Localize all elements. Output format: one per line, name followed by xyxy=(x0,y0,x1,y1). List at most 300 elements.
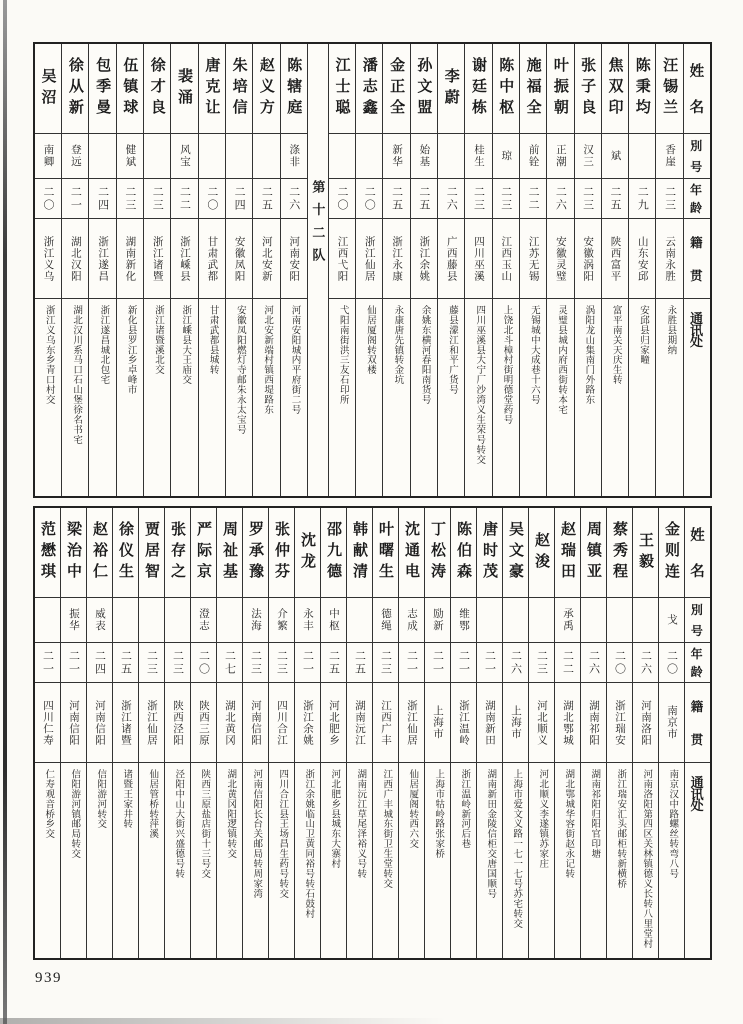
person-alias: 澄志 xyxy=(191,598,216,643)
header-native-label: 籍 贯 xyxy=(685,683,710,763)
person-alias: 振华 xyxy=(61,598,86,643)
person-addr: 江西广丰城东街卫生堂转交 xyxy=(381,769,392,889)
person-addr: 灵璧县城内府西街转本宅 xyxy=(556,305,567,415)
person-native: 云南永胜 xyxy=(656,219,682,299)
person-alias: 新华 xyxy=(383,134,409,179)
person-name: 汪锡兰 xyxy=(656,44,682,134)
person-name: 金则连 xyxy=(659,508,684,598)
person-name: 金正全 xyxy=(383,44,409,134)
person-entry xyxy=(88,44,115,496)
person-addr: 四川合江县王场昌生药号转交 xyxy=(277,769,288,899)
person-native: 浙江诸暨 xyxy=(144,219,170,299)
person-age: 二五 xyxy=(321,643,346,683)
person-entry xyxy=(143,44,170,496)
person-age: 二五 xyxy=(602,179,628,219)
person-name: 焦双印 xyxy=(602,44,628,134)
person-addr: 浙江余姚临山卫黄同裕号转石鼓村 xyxy=(303,769,314,919)
person-native: 陕西富平 xyxy=(602,219,628,299)
person-native: 上海市 xyxy=(425,683,450,763)
person-name: 陈辖庭 xyxy=(281,44,307,134)
person-alias: 维鄂 xyxy=(451,598,476,643)
header-alias-label: 別 号 xyxy=(684,134,710,179)
person-alias: 风宝 xyxy=(171,134,197,179)
person-addr: 浙江诸暨溪北交 xyxy=(152,305,163,375)
person-addr: 永胜县期纳 xyxy=(665,305,676,355)
person-name: 范懋琪 xyxy=(35,508,60,598)
header-name-label: 姓 名 xyxy=(685,508,710,598)
person-alias xyxy=(113,598,138,643)
person-name: 陈中枢 xyxy=(493,44,519,134)
person-addr: 安徽凤阳燃灯寺邮朱永太宝号 xyxy=(234,305,245,435)
person-alias xyxy=(529,598,554,643)
person-name: 徐仪生 xyxy=(113,508,138,598)
person-age: 二四 xyxy=(89,179,115,219)
header-addr-label: 通 讯 处 xyxy=(690,775,705,813)
person-addr: 信阳游河转交 xyxy=(95,769,106,829)
person-name: 蔡秀程 xyxy=(607,508,632,598)
person-native: 湖南新化 xyxy=(117,219,143,299)
person-age: 二六 xyxy=(633,643,658,683)
person-age: 二六 xyxy=(281,179,307,219)
person-entry xyxy=(268,508,294,958)
team-divider-label: 第十二队 xyxy=(307,44,328,496)
person-native: 江西广丰 xyxy=(373,683,398,763)
person-native: 浙江诸暨 xyxy=(113,683,138,763)
person-alias: 南卿 xyxy=(35,134,61,179)
person-entry xyxy=(450,508,476,958)
person-name: 沈龙 xyxy=(295,508,320,598)
person-native: 浙江义乌 xyxy=(35,219,61,299)
person-name: 周祉基 xyxy=(217,508,242,598)
header-addr-label: 通 讯 处 xyxy=(690,311,704,349)
header-name-label: 姓 名 xyxy=(684,44,710,134)
person-addr: 仙居厦阁转西六交 xyxy=(407,769,418,849)
person-name: 王毅 xyxy=(633,508,658,598)
person-addr: 涡阳龙山集南门外路东 xyxy=(583,305,594,405)
person-native: 陕西三原 xyxy=(191,683,216,763)
person-name: 张仲芬 xyxy=(269,508,294,598)
person-entry xyxy=(424,508,450,958)
person-entry xyxy=(464,44,491,496)
person-entry xyxy=(60,508,86,958)
person-entry xyxy=(116,44,143,496)
person-native: 江苏无锡 xyxy=(520,219,546,299)
person-age: 二六 xyxy=(581,643,606,683)
person-alias: 永丰 xyxy=(295,598,320,643)
person-entry xyxy=(398,508,424,958)
person-entry xyxy=(280,44,307,496)
person-alias: 介繁 xyxy=(269,598,294,643)
person-alias xyxy=(581,598,606,643)
person-native: 浙江仙居 xyxy=(356,219,382,299)
person-alias: 德绳 xyxy=(373,598,398,643)
person-alias: 中枢 xyxy=(321,598,346,643)
person-age: 二一 xyxy=(61,643,86,683)
person-addr: 河北安新端村镇西堤路东 xyxy=(262,305,273,415)
roster-table-bottom xyxy=(33,506,712,960)
person-native: 江西玉山 xyxy=(493,219,519,299)
person-entry xyxy=(320,508,346,958)
person-addr: 湖南沅江草尾泽裕义号转 xyxy=(355,769,366,879)
person-alias: 登远 xyxy=(62,134,88,179)
person-entry xyxy=(328,44,355,496)
person-age: 二三 xyxy=(373,643,398,683)
person-native: 河南信阳 xyxy=(243,683,268,763)
person-alias: 香崖 xyxy=(656,134,682,179)
person-native: 湖北鄂城 xyxy=(555,683,580,763)
person-age: 二三 xyxy=(144,179,170,219)
person-addr: 湖北鄂城华容街赵永记转 xyxy=(563,769,574,879)
person-entry xyxy=(242,508,268,958)
person-addr: 河北顺义李遂镇苏家庄 xyxy=(537,769,548,869)
person-alias: 涤非 xyxy=(281,134,307,179)
person-entry xyxy=(198,44,225,496)
person-native: 南京市 xyxy=(659,683,684,763)
person-alias: 汉三 xyxy=(575,134,601,179)
person-addr: 新化县罗江乡卓峰市 xyxy=(125,305,136,395)
person-entry xyxy=(554,508,580,958)
scan-bottom-shadow xyxy=(0,1018,446,1024)
person-name: 唐时茂 xyxy=(477,508,502,598)
person-age: 二三 xyxy=(493,179,519,219)
person-native: 广西藤县 xyxy=(438,219,464,299)
header-alias-label: 別 号 xyxy=(685,598,710,643)
person-name: 沈通电 xyxy=(399,508,424,598)
person-age: 二四 xyxy=(87,643,112,683)
person-entry xyxy=(546,44,573,496)
person-entry xyxy=(502,508,528,958)
person-name: 陈伯森 xyxy=(451,508,476,598)
person-age: 二五 xyxy=(113,643,138,683)
person-addr: 浙江瑞安汇头邮柜转新横桥 xyxy=(615,769,626,889)
person-entry xyxy=(492,44,519,496)
person-native: 山东安邱 xyxy=(629,219,655,299)
person-name: 丁松涛 xyxy=(425,508,450,598)
person-alias: 正潮 xyxy=(547,134,573,179)
person-entry xyxy=(528,508,554,958)
person-entry xyxy=(410,44,437,496)
person-name: 赵浚 xyxy=(529,508,554,598)
person-entry xyxy=(61,44,88,496)
person-entry xyxy=(437,44,464,496)
person-alias xyxy=(199,134,225,179)
row-headers xyxy=(683,44,710,496)
person-native: 湖南祁阳 xyxy=(581,683,606,763)
person-addr: 浙江义乌东乡青口村交 xyxy=(43,305,54,405)
person-addr: 仙居厦阁转双楼 xyxy=(365,305,376,375)
person-native: 湖北黄冈 xyxy=(217,683,242,763)
person-name: 贾居智 xyxy=(139,508,164,598)
person-native: 四川仁寿 xyxy=(35,683,60,763)
person-age: 二三 xyxy=(117,179,143,219)
person-entry xyxy=(294,508,320,958)
person-alias xyxy=(356,134,382,179)
person-age: 二〇 xyxy=(35,179,61,219)
person-name: 张存之 xyxy=(165,508,190,598)
person-addr: 泾阳中山大街兴盛德号转 xyxy=(173,769,184,879)
person-age: 二三 xyxy=(575,179,601,219)
person-addr: 安邱县归家疃 xyxy=(638,305,649,365)
person-age: 二四 xyxy=(226,179,252,219)
person-entry xyxy=(355,44,382,496)
person-addr: 永康唐先镇转金坑 xyxy=(392,305,403,385)
person-alias xyxy=(165,598,190,643)
person-age: 二二 xyxy=(171,179,197,219)
person-age: 二一 xyxy=(35,643,60,683)
page-content xyxy=(33,42,712,987)
person-alias xyxy=(139,598,164,643)
person-entry xyxy=(628,44,655,496)
person-addr: 河南安阳城内平府街二号 xyxy=(289,305,300,415)
person-name: 伍镇球 xyxy=(117,44,143,134)
person-name: 包季曼 xyxy=(89,44,115,134)
person-age: 二二 xyxy=(520,179,546,219)
person-native: 河北顺义 xyxy=(529,683,554,763)
person-age: 二六 xyxy=(438,179,464,219)
person-addr: 河南洛阳第四区关林镇德义长转八里堂村 xyxy=(641,769,652,949)
person-entry xyxy=(476,508,502,958)
person-name: 吴文豪 xyxy=(503,508,528,598)
person-name: 梁治中 xyxy=(61,508,86,598)
person-age: 二五 xyxy=(411,179,437,219)
roster-table-top xyxy=(33,42,712,498)
person-age: 二二 xyxy=(555,643,580,683)
person-native: 湖北汉阳 xyxy=(62,219,88,299)
person-alias xyxy=(629,134,655,179)
person-addr: 湖北汉川系马口石山堡徐名书宅 xyxy=(71,305,82,445)
person-name: 唐克让 xyxy=(199,44,225,134)
person-age: 二三 xyxy=(269,643,294,683)
person-native: 浙江仙居 xyxy=(399,683,424,763)
person-entry xyxy=(112,508,138,958)
person-name: 吴沼 xyxy=(35,44,61,134)
person-alias xyxy=(144,134,170,179)
person-entry xyxy=(655,44,682,496)
person-age: 二一 xyxy=(62,179,88,219)
person-alias xyxy=(633,598,658,643)
person-name: 赵裕仁 xyxy=(87,508,112,598)
person-addr: 湖南祁阳归阳官印塘 xyxy=(589,769,600,859)
person-alias: 励新 xyxy=(425,598,450,643)
person-entry xyxy=(216,508,242,958)
person-entry xyxy=(372,508,398,958)
person-name: 周镇亚 xyxy=(581,508,606,598)
person-native: 浙江瑞安 xyxy=(607,683,632,763)
person-entry xyxy=(519,44,546,496)
person-native: 浙江嵊县 xyxy=(171,219,197,299)
person-native: 江西弋阳 xyxy=(329,219,355,299)
person-entry xyxy=(225,44,252,496)
person-entry xyxy=(35,44,61,496)
person-native: 四川巫溪 xyxy=(465,219,491,299)
header-age-label: 年 龄 xyxy=(685,643,710,683)
person-age: 二七 xyxy=(217,643,242,683)
person-addr: 上海市爱文义路一七一七号苏宅转交 xyxy=(511,769,522,929)
person-alias xyxy=(438,134,464,179)
person-name: 朱培信 xyxy=(226,44,252,134)
person-age: 二三 xyxy=(656,179,682,219)
person-native: 河北肥乡 xyxy=(321,683,346,763)
person-addr: 湖南新田金陵信柜交唐国顺号 xyxy=(485,769,496,899)
person-age: 二〇 xyxy=(191,643,216,683)
person-name: 邵九德 xyxy=(321,508,346,598)
header-native-label: 籍 贯 xyxy=(684,219,710,299)
person-native: 陕西泾阳 xyxy=(165,683,190,763)
person-entry xyxy=(190,508,216,958)
person-native: 甘肃武都 xyxy=(199,219,225,299)
person-alias: 健斌 xyxy=(117,134,143,179)
person-addr: 上海市牯岭路张家桥 xyxy=(433,769,444,859)
person-age: 二〇 xyxy=(659,643,684,683)
person-addr: 甘肃武都县城转 xyxy=(207,305,218,375)
person-addr: 浙江温岭新河后巷 xyxy=(459,769,470,849)
person-age: 二一 xyxy=(399,643,424,683)
person-alias: 威表 xyxy=(87,598,112,643)
person-age: 二三 xyxy=(165,643,190,683)
person-name: 孙文盟 xyxy=(411,44,437,134)
person-addr: 四川巫溪县大宁厂沙湾义生荣号转交 xyxy=(474,305,485,465)
person-addr: 富平南关天庆生转 xyxy=(610,305,621,385)
person-addr: 弋阳南街洪三友石印所 xyxy=(337,305,348,405)
person-alias: 承禹 xyxy=(555,598,580,643)
person-addr: 河北肥乡县城东大寨村 xyxy=(329,769,340,869)
person-name: 叶曙生 xyxy=(373,508,398,598)
person-age: 二一 xyxy=(425,643,450,683)
person-age: 二〇 xyxy=(329,179,355,219)
person-alias xyxy=(226,134,252,179)
person-entry xyxy=(382,44,409,496)
person-age: 二三 xyxy=(529,643,554,683)
person-addr: 湖北黄冈阳逻镇转交 xyxy=(225,769,236,859)
person-age: 二一 xyxy=(477,643,502,683)
person-entry xyxy=(252,44,279,496)
person-name: 赵瑞田 xyxy=(555,508,580,598)
person-entry xyxy=(632,508,658,958)
person-entry xyxy=(601,44,628,496)
person-age: 二五 xyxy=(347,643,372,683)
person-name: 徐才良 xyxy=(144,44,170,134)
person-alias: 桂生 xyxy=(465,134,491,179)
person-native: 浙江余姚 xyxy=(411,219,437,299)
person-alias xyxy=(35,598,60,643)
person-name: 严际京 xyxy=(191,508,216,598)
person-name: 江士聪 xyxy=(329,44,355,134)
person-native: 上海市 xyxy=(503,683,528,763)
person-addr: 上饶北斗樟村街明德堂药号 xyxy=(501,305,512,425)
row-headers xyxy=(684,508,710,958)
person-age: 二九 xyxy=(629,179,655,219)
person-name: 徐从新 xyxy=(62,44,88,134)
person-addr: 诸暨王家井转 xyxy=(121,769,132,829)
person-name: 赵义方 xyxy=(253,44,279,134)
person-name: 张子良 xyxy=(575,44,601,134)
person-native: 浙江永康 xyxy=(383,219,409,299)
person-native: 河南洛阳 xyxy=(633,683,658,763)
person-age: 二一 xyxy=(295,643,320,683)
person-name: 裴涌 xyxy=(171,44,197,134)
person-native: 浙江温岭 xyxy=(451,683,476,763)
person-native: 安徽灵璧 xyxy=(547,219,573,299)
person-alias xyxy=(347,598,372,643)
person-name: 谢廷栋 xyxy=(465,44,491,134)
header-age-label: 年 龄 xyxy=(684,179,710,219)
person-alias: 戈 xyxy=(659,598,684,643)
person-native: 安徽涡阳 xyxy=(575,219,601,299)
person-native: 湖南新田 xyxy=(477,683,502,763)
person-alias xyxy=(503,598,528,643)
person-addr: 信阳游河镇邮局转交 xyxy=(69,769,80,859)
person-age: 二三 xyxy=(139,643,164,683)
person-native: 河南安阳 xyxy=(281,219,307,299)
person-entry xyxy=(574,44,601,496)
person-addr: 藤县濛江和平广货号 xyxy=(446,305,457,395)
person-age: 二一 xyxy=(451,643,476,683)
person-age: 二五 xyxy=(383,179,409,219)
person-alias: 前铨 xyxy=(520,134,546,179)
person-name: 叶振朝 xyxy=(547,44,573,134)
person-entry xyxy=(35,508,60,958)
person-entry xyxy=(164,508,190,958)
scan-edge-shadow xyxy=(3,0,7,1024)
person-alias xyxy=(477,598,502,643)
person-native: 浙江仙居 xyxy=(139,683,164,763)
person-age: 二三 xyxy=(243,643,268,683)
person-name: 李蔚 xyxy=(438,44,464,134)
person-native: 河南信阳 xyxy=(87,683,112,763)
person-addr: 南京汉中路螺丝转弯八号 xyxy=(667,769,678,879)
person-entry xyxy=(606,508,632,958)
person-entry xyxy=(86,508,112,958)
person-entry xyxy=(658,508,684,958)
person-native: 浙江余姚 xyxy=(295,683,320,763)
person-alias: 琼 xyxy=(493,134,519,179)
person-addr: 河南信阳长台关邮局转周家湾 xyxy=(251,769,262,899)
person-alias xyxy=(329,134,355,179)
person-age: 二三 xyxy=(465,179,491,219)
person-addr: 余姚东横河春阳南货号 xyxy=(419,305,430,405)
person-native: 浙江遂昌 xyxy=(89,219,115,299)
person-name: 施福全 xyxy=(520,44,546,134)
person-native: 湖南沅江 xyxy=(347,683,372,763)
person-age: 二〇 xyxy=(199,179,225,219)
person-age: 二六 xyxy=(503,643,528,683)
person-age: 二六 xyxy=(547,179,573,219)
person-addr: 仁寿观音桥乡交 xyxy=(43,769,54,839)
person-name: 陈秉均 xyxy=(629,44,655,134)
person-alias xyxy=(253,134,279,179)
person-age: 二五 xyxy=(253,179,279,219)
person-alias xyxy=(607,598,632,643)
person-native: 河北安新 xyxy=(253,219,279,299)
person-alias: 斌 xyxy=(602,134,628,179)
person-native: 四川合江 xyxy=(269,683,294,763)
person-age: 二〇 xyxy=(356,179,382,219)
person-name: 罗承豫 xyxy=(243,508,268,598)
person-addr: 仙居管桥转萍溪 xyxy=(147,769,158,839)
person-alias xyxy=(89,134,115,179)
person-age: 二〇 xyxy=(607,643,632,683)
person-addr: 浙江嵊县大王庙交 xyxy=(180,305,191,385)
person-alias: 始基 xyxy=(411,134,437,179)
person-name: 潘志鑫 xyxy=(356,44,382,134)
person-addr: 浙江遂昌城北包宅 xyxy=(98,305,109,385)
person-alias xyxy=(217,598,242,643)
person-entry xyxy=(346,508,372,958)
person-addr: 无锡城中大成巷十六号 xyxy=(528,305,539,405)
page-number: 939 xyxy=(35,970,62,986)
person-native: 河南信阳 xyxy=(61,683,86,763)
person-entry xyxy=(138,508,164,958)
